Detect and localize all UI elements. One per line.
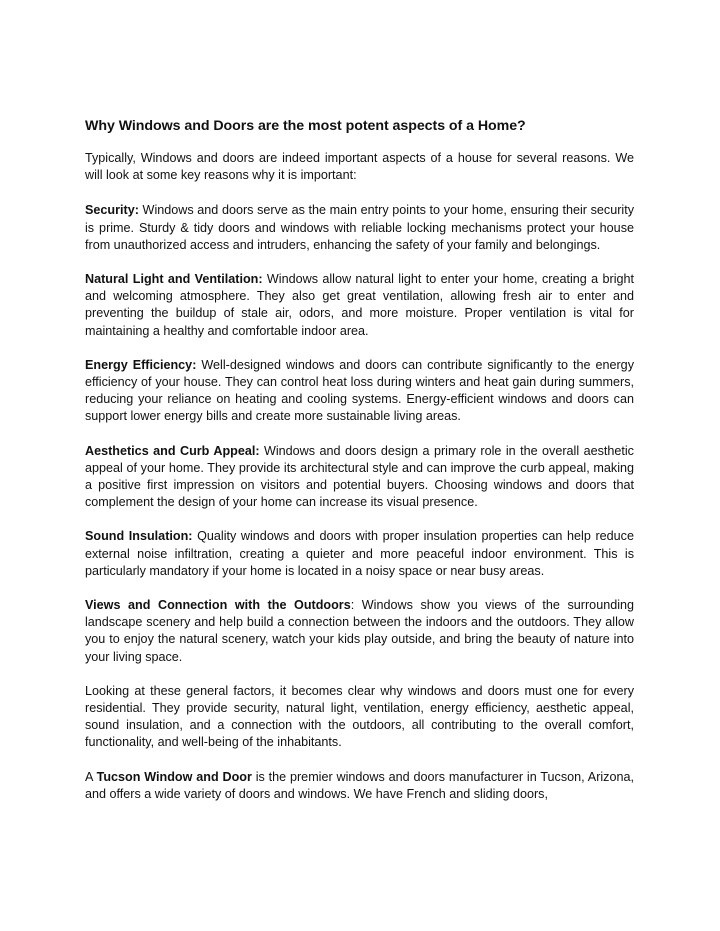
aesthetics-paragraph (85, 443, 634, 512)
section-body: Quality windows and doors with proper insulation properties can help reduce external noise infiltration, creating a quieter and more peaceful indoor environment. This is particularly mandatory if your home is located in a noisy space or near busy areas. (85, 529, 634, 578)
section-body: Windows and doors serve as the main entry points to your home, ensuring their security is prime. Sturdy & tidy doors and windows with reliable locking mechanisms protect your house from unauthorized access and intruders, enhancing the safety of your family and belongings. (85, 203, 634, 252)
section-heading: Aesthetics and Curb Appeal: (85, 443, 260, 458)
section-body: Windows allow natural light to enter your home, creating a bright and welcoming atmosphere. They also get great ventilation, allowing fresh air to enter and preventing the buildup of stale air, odors, and more moisture. Proper ventilation is vital for maintaining a healthy and comfortable indoor area. (85, 272, 634, 338)
closing-prefix: A (85, 769, 97, 784)
section-body: Windows and doors design a primary role in the overall aesthetic appeal of your home. They provide its architectural style and can improve the curb appeal, making a positive first impression on visitors and potential buyers. Choosing windows and doors that complement the design of your home can increase its visual presence. (85, 443, 634, 510)
section-heading: Energy Efficiency: (85, 357, 197, 372)
intro-paragraph: Typically, Windows and doors are indeed important aspects of a house for several reasons. We will look at some key reasons why it is important: (85, 151, 634, 183)
sound-insulation-paragraph (85, 528, 634, 580)
section-heading: Sound Insulation: (85, 529, 193, 544)
section-body: Well-designed windows and doors can contribute significantly to the energy efficiency of your house. They can control heat loss during winters and heat gain during summers, reducing your reliance on heating and cooling systems. Energy-efficient windows and doors can support lower energy bills and create more sustainable living areas. (85, 357, 634, 424)
document-page (85, 116, 634, 820)
views-connection-paragraph (85, 597, 634, 666)
company-name: Tucson Window and Door (96, 769, 252, 784)
closing-body: is the premier windows and doors manufacturer in Tucson, Arizona, and offers a wide variety of doors and windows. We have French and sliding doors, (85, 769, 634, 801)
page-title: Why Windows and Doors are the most potent aspects of a Home? (85, 118, 526, 134)
closing-paragraph (85, 769, 634, 803)
security-paragraph (85, 202, 634, 254)
section-heading: Natural Light and Ventilation: (85, 272, 263, 287)
energy-efficiency-paragraph (85, 357, 634, 426)
section-heading: Views and Connection with the Outdoors (85, 598, 351, 613)
section-heading: Security: (85, 203, 139, 218)
light-ventilation-paragraph (85, 271, 634, 340)
conclusion-paragraph: Looking at these general factors, it becomes clear why windows and doors must one for every residential. They provide security, natural light, ventilation, energy efficiency, aesthetic appeal, sound insulation, and a connection with the outdoors, all contributing to the overall comfort, functionality, and well-being of the inhabitants. (85, 683, 634, 750)
section-body: : Windows show you views of the surrounding landscape scenery and help build a connection between the indoors and the outdoors. They allow you to enjoy the natural scenery, watch your kids play outside, and bring the beauty of nature into your living space. (85, 598, 635, 664)
